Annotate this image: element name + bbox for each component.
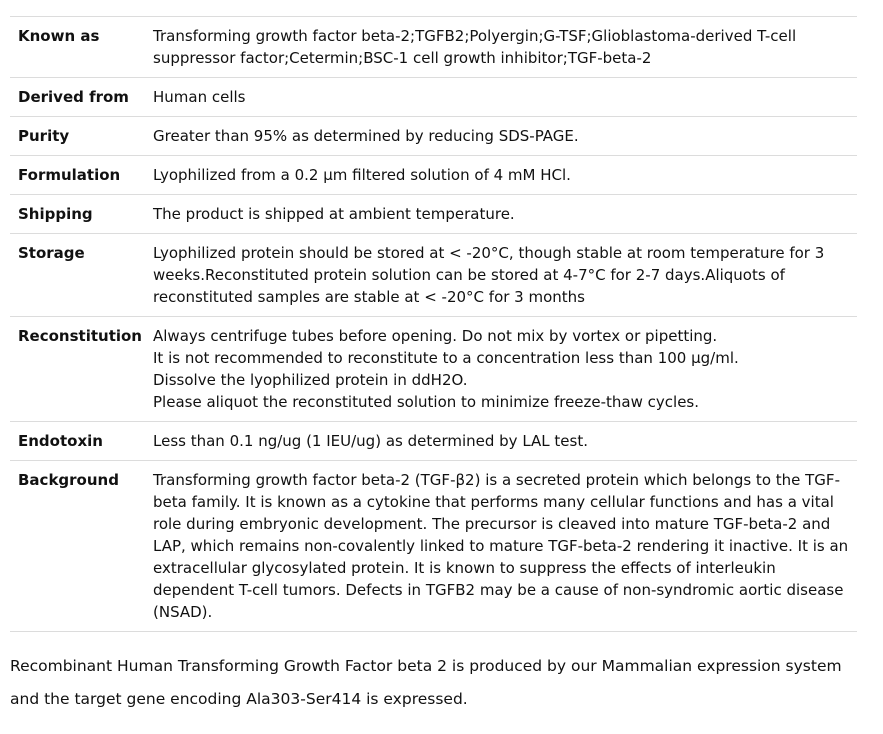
row-value [145,317,857,422]
reconstitution-line: Always centrifuge tubes before opening. Do not mix by vortex or pipetting. [153,327,718,345]
table-row-reconstitution [10,317,857,422]
row-value: Transforming growth factor beta-2;TGFB2;Polyergin;G-TSF;Glioblastoma-derived T-cell suppressor factor;Cetermin;BSC-1 cell growth inhibitor;TGF-beta-2 [153,27,797,67]
reconstitution-line: It is not recommended to reconstitute to a concentration less than 100 μg/ml. [153,349,739,367]
table-row-storage [10,234,857,317]
row-value: Less than 0.1 ng/ug (1 IEU/ug) as determined by LAL test. [153,432,588,450]
table-row-known-as [10,17,857,78]
reconstitution-line: Please aliquot the reconstituted solution to minimize freeze-thaw cycles. [153,393,700,411]
table-row-shipping [10,195,857,234]
expression-system-note: Recombinant Human Transforming Growth Factor beta 2 is produced by our Mammalian expression system and the target gene encoding Ala303-Ser414 is expressed. [10,657,842,708]
row-value: Human cells [153,88,246,106]
row-value: Lyophilized protein should be stored at < -20°C, though stable at room temperature for 3 weeks.Reconstituted protein solution can be stored at 4-7°C for 2-7 days.Aliquots of reconstituted samples are stable at < -20°C for 3 months [153,244,825,306]
table-row-formulation [10,156,857,195]
table-row-derived-from [10,78,857,117]
row-value: The product is shipped at ambient temperature. [153,205,515,223]
row-label: Known as [18,27,100,45]
row-label: Derived from [18,88,129,106]
row-label: Shipping [18,205,93,223]
row-label: Background [18,471,119,489]
table-row-background [10,461,857,632]
specification-table [10,16,857,632]
table-row-purity [10,117,857,156]
row-label: Storage [18,244,85,262]
row-value: Transforming growth factor beta-2 (TGF-β2) is a secreted protein which belongs to the TGF-beta family. It is known as a cytokine that performs many cellular functions and has a vital role during embryonic development. The precursor is cleaved into mature TGF-beta-2 and LAP, which remains non-covalently linked to mature TGF-beta-2 rendering it inactive. It is an extracellular glycosylated protein. It is known to suppress the effects of interleukin dependent T-cell tumors. Defects in TGFB2 may be a cause of non-syndromic aortic disease (NSAD). [153,471,849,621]
table-row-endotoxin [10,422,857,461]
row-label: Endotoxin [18,432,103,450]
row-label: Purity [18,127,70,145]
row-value: Greater than 95% as determined by reducing SDS-PAGE. [153,127,579,145]
reconstitution-line: Dissolve the lyophilized protein in ddH2O. [153,371,468,389]
row-label: Formulation [18,166,121,184]
row-value: Lyophilized from a 0.2 μm filtered solution of 4 mM HCl. [153,166,571,184]
row-label: Reconstitution [18,327,142,345]
